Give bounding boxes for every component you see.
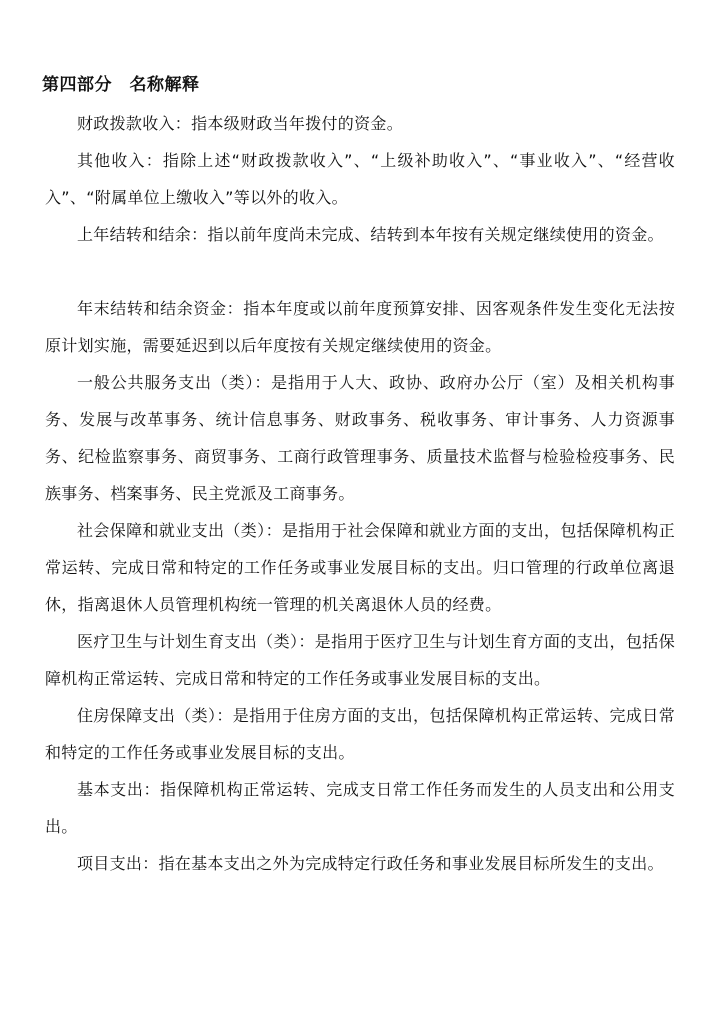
paragraph-project-expenditure: 项目支出：指在基本支出之外为完成特定行政任务和事业发展目标所发生的支出。 (77, 854, 664, 873)
paragraph-other-income: 其他收入：指除上述“财政拨款收入”、“上级补助收入”、“事业收入”、“经营收入”、“附属单位上缴收入”等以外的收入。 (45, 151, 675, 207)
paragraph-prior-year-carryover: 上年结转和结余：指以前年度尚未完成、结转到本年按有关规定继续使用的资金。 (77, 225, 664, 244)
paragraph-health-family-planning: 医疗卫生与计划生育支出（类）：是指用于医疗卫生与计划生育方面的支出，包括保障机构正常运转、完成日常和特定的工作任务或事业发展目标的支出。 (45, 632, 675, 688)
section-heading: 第四部分 名称解释 (42, 75, 200, 95)
paragraph-social-security-employment: 社会保障和就业支出（类）：是指用于社会保障和就业方面的支出，包括保障机构正常运转、完成日常和特定的工作任务或事业发展目标的支出。归口管理的行政单位离退休，指离退休人员管理机构统一管理的机关离退休人员的经费。 (45, 521, 675, 614)
paragraph-general-public-services: 一般公共服务支出（类）：是指用于人大、政协、政府办公厅（室）及相关机构事务、发展与改革事务、统计信息事务、财政事务、税收事务、审计事务、人力资源事务、纪检监察事务、商贸事务、工商行政管理事务、质量技术监督与检验检疫事务、民族事务、档案事务、民主党派及工商事务。 (45, 373, 675, 503)
paragraph-year-end-carryover-funds: 年末结转和结余资金：指本年度或以前年度预算安排、因客观条件发生变化无法按原计划实施，需要延迟到以后年度按有关规定继续使用的资金。 (45, 299, 675, 355)
paragraph-fiscal-appropriation-income: 财政拨款收入：指本级财政当年拨付的资金。 (77, 114, 404, 133)
paragraph-basic-expenditure: 基本支出：指保障机构正常运转、完成支日常工作任务而发生的人员支出和公用支出。 (45, 780, 675, 836)
paragraph-housing-security: 住房保障支出（类）：是指用于住房方面的支出，包括保障机构正常运转、完成日常和特定的工作任务或事业发展目标的支出。 (45, 706, 675, 762)
